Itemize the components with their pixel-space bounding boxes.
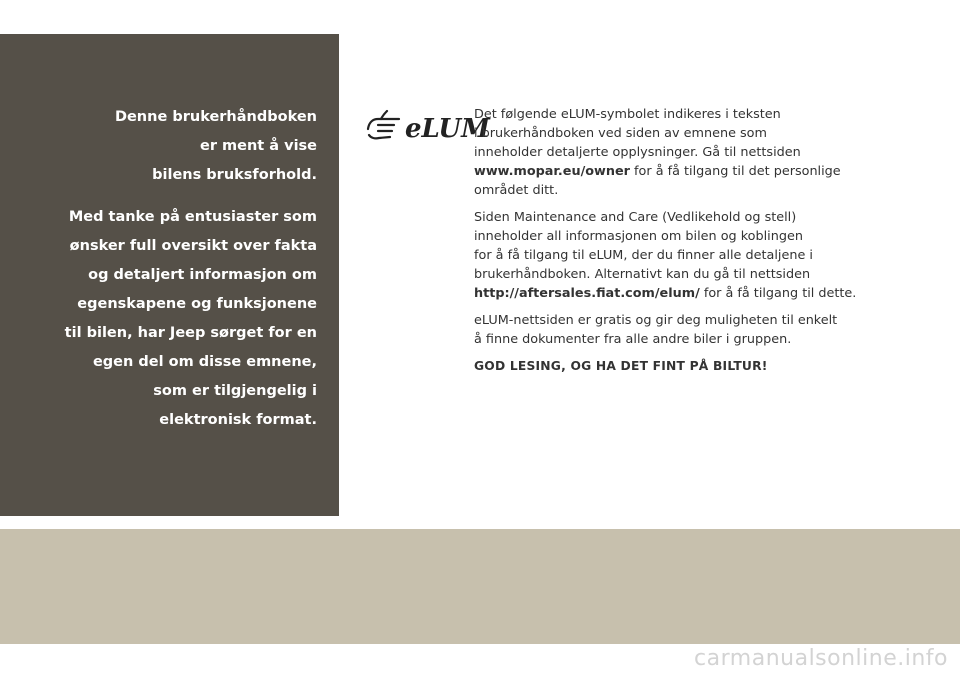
- intro-line: som er tilgjengelig i: [153, 383, 317, 399]
- info-paragraph-1: [474, 105, 874, 200]
- elum-info-text: [474, 105, 874, 384]
- intro-line: er ment å vise: [200, 138, 317, 154]
- mopar-owner-link[interactable]: www.mopar.eu/owner: [474, 164, 630, 179]
- intro-paragraph-2: [17, 203, 317, 435]
- intro-line: ønsker full oversikt over fakta: [69, 238, 317, 254]
- intro-paragraph-1: [17, 103, 317, 190]
- intro-line: elektronisk format.: [159, 412, 317, 428]
- intro-line: til bilen, har Jeep sørget for en: [64, 325, 317, 341]
- text-line: for å få tilgang til dette.: [699, 286, 857, 301]
- text-line: brukerhåndboken. Alternativt kan du gå til nettsiden: [474, 267, 811, 282]
- text-line: inneholder detaljerte opplysninger. Gå til nettsiden: [474, 145, 801, 160]
- intro-line: Denne brukerhåndboken: [114, 109, 317, 125]
- elum-logo-text: eLUM: [405, 114, 490, 144]
- intro-line: egen del om disse emnene,: [92, 354, 317, 370]
- intro-line: og detaljert informasjon om: [88, 267, 317, 283]
- dark-side-panel: [0, 34, 339, 516]
- footer-band: [0, 529, 960, 644]
- text-line: i brukerhåndboken ved siden av emnene som: [474, 126, 767, 141]
- intro-line: bilens bruksforhold.: [152, 167, 317, 183]
- watermark: carmanualsonline.info: [694, 646, 948, 671]
- intro-line: egenskapene og funksjonene: [77, 296, 317, 312]
- text-line: for å få tilgang til eLUM, der du finner alle detaljene i: [474, 248, 813, 263]
- intro-line: Med tanke på entusiaster som: [68, 209, 317, 225]
- intro-text: [17, 103, 317, 448]
- pointing-hand-icon: [366, 103, 490, 144]
- text-line: inneholder all informasjonen om bilen og koblingen: [474, 229, 803, 244]
- text-line: Siden Maintenance and Care (Vedlikehold og stell): [474, 210, 797, 225]
- text-line: eLUM-nettsiden er gratis og gir deg muligheten til enkelt: [474, 313, 838, 328]
- info-paragraph-2: [474, 208, 874, 303]
- elum-logo: [366, 103, 490, 144]
- text-line: for å få tilgang til det personlige: [629, 164, 841, 179]
- text-line: å finne dokumenter fra alle andre biler i gruppen.: [474, 332, 792, 347]
- text-line: området ditt.: [474, 183, 559, 198]
- text-line: Det følgende eLUM-symbolet indikeres i teksten: [474, 107, 781, 122]
- closing-line: GOD LESING, OG HA DET FINT PÅ BILTUR!: [474, 359, 768, 373]
- aftersales-elum-link[interactable]: http://aftersales.fiat.com/elum/: [474, 286, 700, 301]
- info-paragraph-3: [474, 311, 874, 349]
